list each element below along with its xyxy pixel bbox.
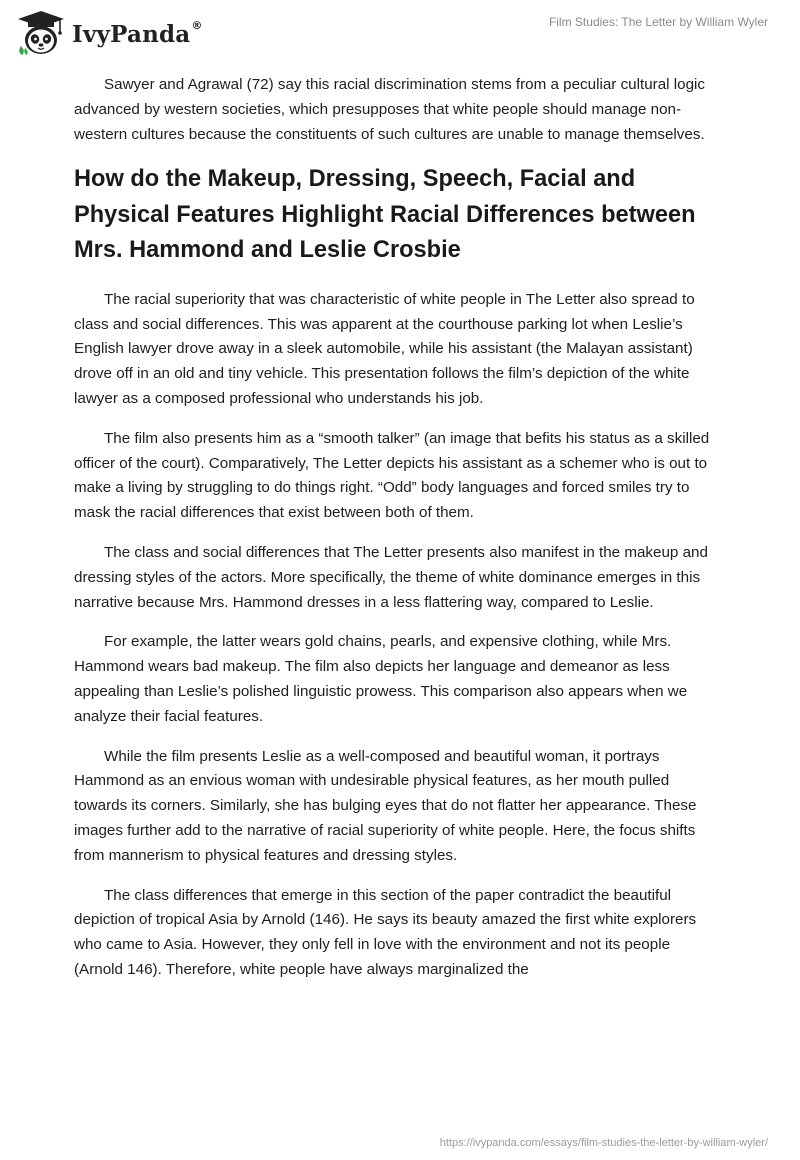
- intro-paragraph: Sawyer and Agrawal (72) say this racial discrimination stems from a peculiar cultural logic advanced by western societies, which presupposes that white people should manage non-western cultures because the constituents of such cultures are unable to manage themselves.: [74, 76, 705, 143]
- ivypanda-logo[interactable]: [16, 10, 203, 56]
- page-header: [0, 0, 800, 64]
- logo-text: IvyPanda: [72, 20, 191, 48]
- registered-mark: ®: [191, 18, 203, 32]
- body-paragraph: The racial superiority that was characteristic of white people in The Letter also spread to class and social differences. This was apparent at the courthouse parking lot when Leslie’s English lawyer drove away in a sleek automobile, while his assistant (the Malayan assistant) drove off in an old and tiny vehicle. This presentation follows the film’s depiction of the white lawyer as a composed professional who understands his job.: [74, 290, 695, 408]
- running-title: Film Studies: The Letter by William Wyler: [548, 15, 768, 29]
- section-heading: How do the Makeup, Dressing, Speech, Facial and Physical Features Highlight Racial Differences between Mrs. Hammond and Leslie Crosbie: [74, 166, 696, 264]
- body-paragraph: For example, the latter wears gold chains, pearls, and expensive clothing, while Mrs. Hammond wears bad makeup. The film also depicts her language and demeanor as less appealing than Leslie’s polished linguistic prowess. This comparison also appears when we analyze their facial features.: [74, 633, 688, 725]
- logo-wordmark: [72, 18, 203, 48]
- essay-body: [74, 73, 722, 998]
- body-paragraph: The film also presents him as a “smooth talker” (an image that befits his status as a skilled officer of the court). Comparatively, The Letter depicts his assistant as a schemer who is out to make a living by struggling to do things right. “Odd” body languages and forced smiles try to mask the racial differences that exist between both of them.: [74, 429, 710, 522]
- body-paragraph: The class and social differences that The Letter presents also manifest in the makeup and dressing styles of the actors. More specifically, the theme of white dominance emerges in this narrative because Mrs. Hammond dresses in a less flattering way, compared to Leslie.: [74, 544, 708, 611]
- panda-graduate-icon: [16, 10, 66, 56]
- body-paragraph: The class differences that emerge in this section of the paper contradict the beautiful depiction of tropical Asia by Arnold (146). He says its beauty amazed the first white explorers who came to Asia. However, they only fell in love with the environment and not its people (Arnold 146). Therefore, white people have always marginalized the: [74, 886, 697, 979]
- source-url[interactable]: https://ivypanda.com/essays/film-studies-the-letter-by-william-wyler/: [439, 1137, 768, 1149]
- body-paragraph: While the film presents Leslie as a well-composed and beautiful woman, it portrays Hammond as an envious woman with undesirable physical features, as her mouth pulled towards its corners. Similarly, she has bulging eyes that do not flatter her appearance. These images further add to the narrative of racial superiority of white people. Here, the focus shifts from mannerism to physical features and dressing styles.: [74, 747, 697, 864]
